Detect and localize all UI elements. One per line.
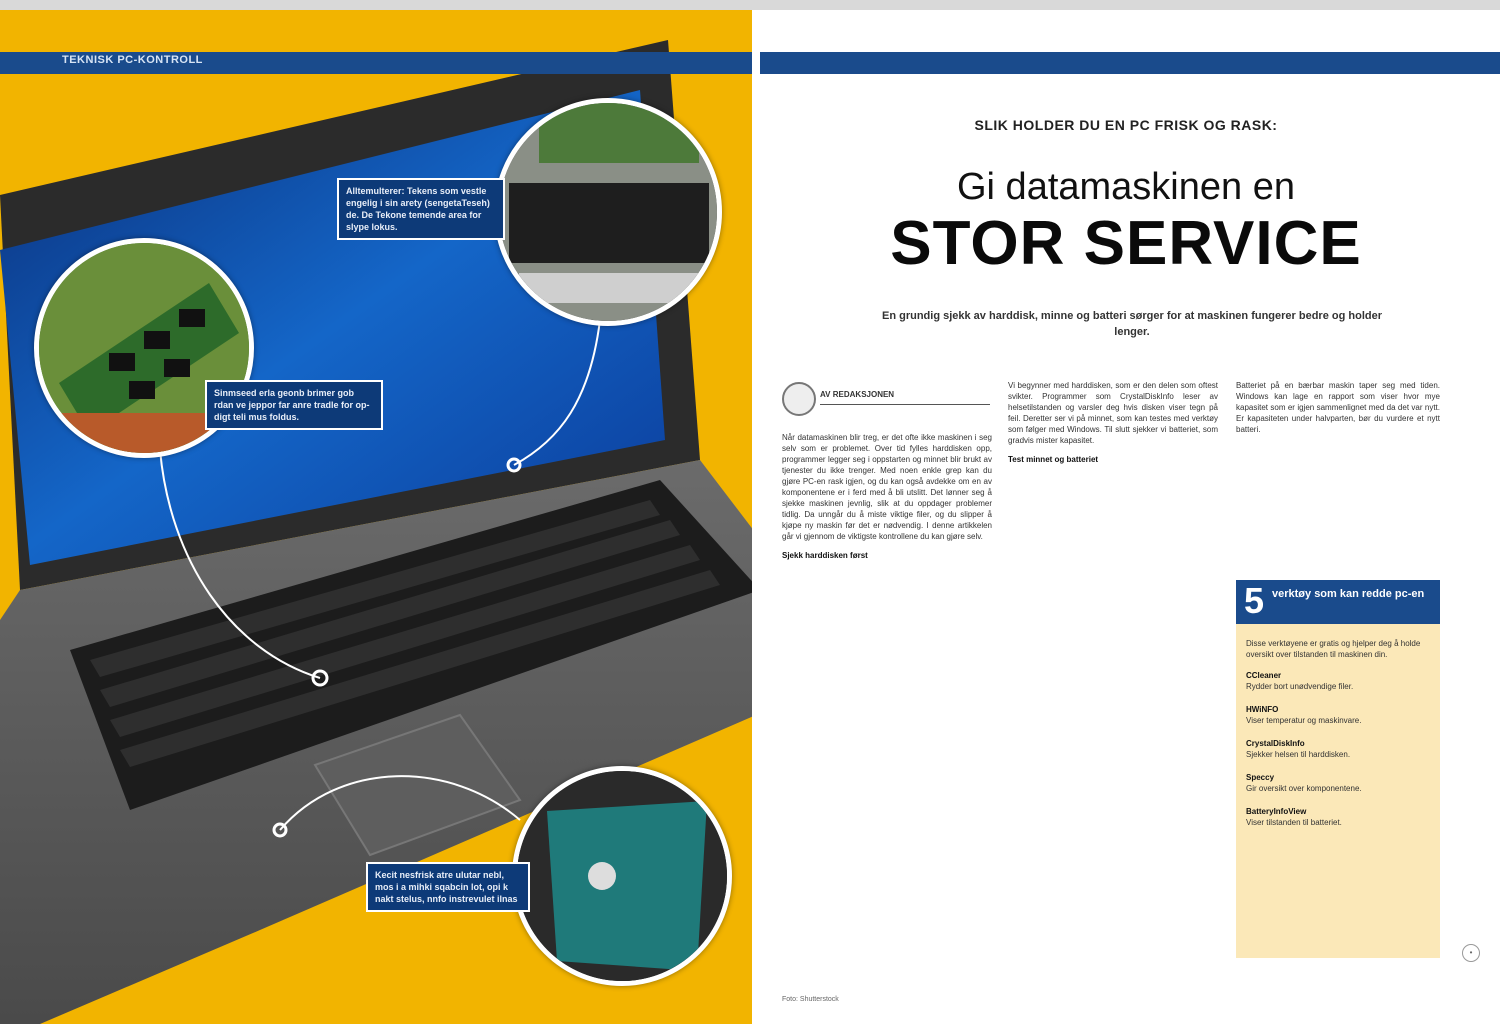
byline-text: AV REDAKSJONEN <box>820 390 895 399</box>
subhead-1: Sjekk harddisken først <box>782 551 868 560</box>
subhead-2: Test minnet og batteriet <box>1008 455 1099 464</box>
tools-box-header <box>1236 580 1440 624</box>
tool-name: Speccy <box>1246 773 1275 782</box>
tools-box-title: verktøy som kan redde pc-en <box>1272 588 1425 600</box>
photo-credit: Foto: Shutterstock <box>782 996 839 1003</box>
page-end-mark: • <box>1462 944 1480 962</box>
body-column-2 <box>1008 380 1218 960</box>
section-label: TEKNISK PC-KONTROLL <box>62 54 203 66</box>
column-1-text: Når datamaskinen blir treg, er det ofte ikke maskinen i seg selv som er problemet. Over tid fylles harddisken opp, programmer legger seg i oppstarten og minnet blir brukt av tjenester du ikke trenger. Med noen enkle grep kan du gjøre PC-en rask igjen, og du kan også avdekke om en av komponentene er i ferd med å bli utslitt. Det lønner seg å sjekke maskinen jevnlig, slik at du oppdager problemer tidlig. Da unngår du å miste viktige filer, og du slipper å kjøpe ny maskin før det er nødvendig. I denne artikkelen går vi gjennom de viktigste kontrollene du kan gjøre selv. <box>782 433 992 541</box>
battery-closeup-image <box>494 98 722 326</box>
byline <box>782 382 994 414</box>
tools-box-number: 5 <box>1244 580 1265 621</box>
tool-name: BatteryInfoView <box>1246 807 1307 816</box>
tool-name: CrystalDiskInfo <box>1246 739 1305 748</box>
column-3-text: Batteriet på en bærbar maskin taper seg med tiden. Windows kan lage en rapport som viser hvor mye kapasitet som er igjen sammenlignet med da det var nytt. Er kapasiteten under halvparten, bør du vurdere et nytt batteri. <box>1236 381 1440 434</box>
title-line-1: Gi datamaskinen en <box>957 166 1295 208</box>
tool-name: HWiNFO <box>1246 705 1279 714</box>
tool-item <box>1246 704 1430 726</box>
tool-item <box>1246 772 1430 794</box>
tool-text: Gir oversikt over komponentene. <box>1246 784 1362 793</box>
column-2-text: Vi begynner med harddisken, som er den delen som oftest svikter. Programmer som CrystalDiskInfo leser av helsetilstanden og varsler deg hvis disken viser tegn på feil. Deretter ser vi på minnet, som kan testes med verktøy som følger med Windows. Til slutt sjekker vi batteriet, som gradvis mister kapasitet. <box>1008 381 1218 445</box>
tool-item <box>1246 670 1430 692</box>
harddisk-icon <box>517 771 727 981</box>
tool-item <box>1246 738 1430 760</box>
tool-text: Rydder bort unødvendige filer. <box>1246 682 1354 691</box>
tool-text: Viser tilstanden til batteriet. <box>1246 818 1342 827</box>
right-header-bar <box>760 52 1500 74</box>
tools-box <box>1236 580 1440 958</box>
tool-item <box>1246 806 1430 828</box>
author-icon <box>782 382 816 416</box>
tool-name: CCleaner <box>1246 671 1282 680</box>
tools-box-intro: Disse verktøyene er gratis og hjelper deg å holde oversikt over tilstanden til maskinen din. <box>1246 639 1421 659</box>
title-line-2: STOR SERVICE <box>890 209 1362 278</box>
callout-battery: Alltemulterer: Tekens som vestle engelig i sin arety (sengetaTeseh) de. De Tekone temende area for slype lokus. <box>337 178 505 240</box>
ingress: En grundig sjekk av harddisk, minne og batteri sørger for at maskinen fungerer bedre og holder lenger. <box>882 310 1382 338</box>
body-column-1 <box>782 432 992 932</box>
callout-harddisk: Kecit nesfrisk atre ulutar nebl, mos i a mihki sqabcin lot, opi k nakt stelus, nnfo instrevulet ilnas <box>366 862 530 912</box>
right-page <box>752 0 1500 1024</box>
harddisk-closeup-image <box>512 766 732 986</box>
top-gap <box>0 0 1500 10</box>
tool-text: Viser temperatur og maskinvare. <box>1246 716 1362 725</box>
callout-ram: Sinmseed erla geonb brimer gob rdan ve jeppor far anre tradle for op-digt teli mus foldus. <box>205 380 383 430</box>
tool-text: Sjekker helsen til harddisken. <box>1246 750 1351 759</box>
body-column-3 <box>1236 380 1440 570</box>
kicker: SLIK HOLDER DU EN PC FRISK OG RASK: <box>974 117 1278 133</box>
battery-icon <box>499 103 717 321</box>
